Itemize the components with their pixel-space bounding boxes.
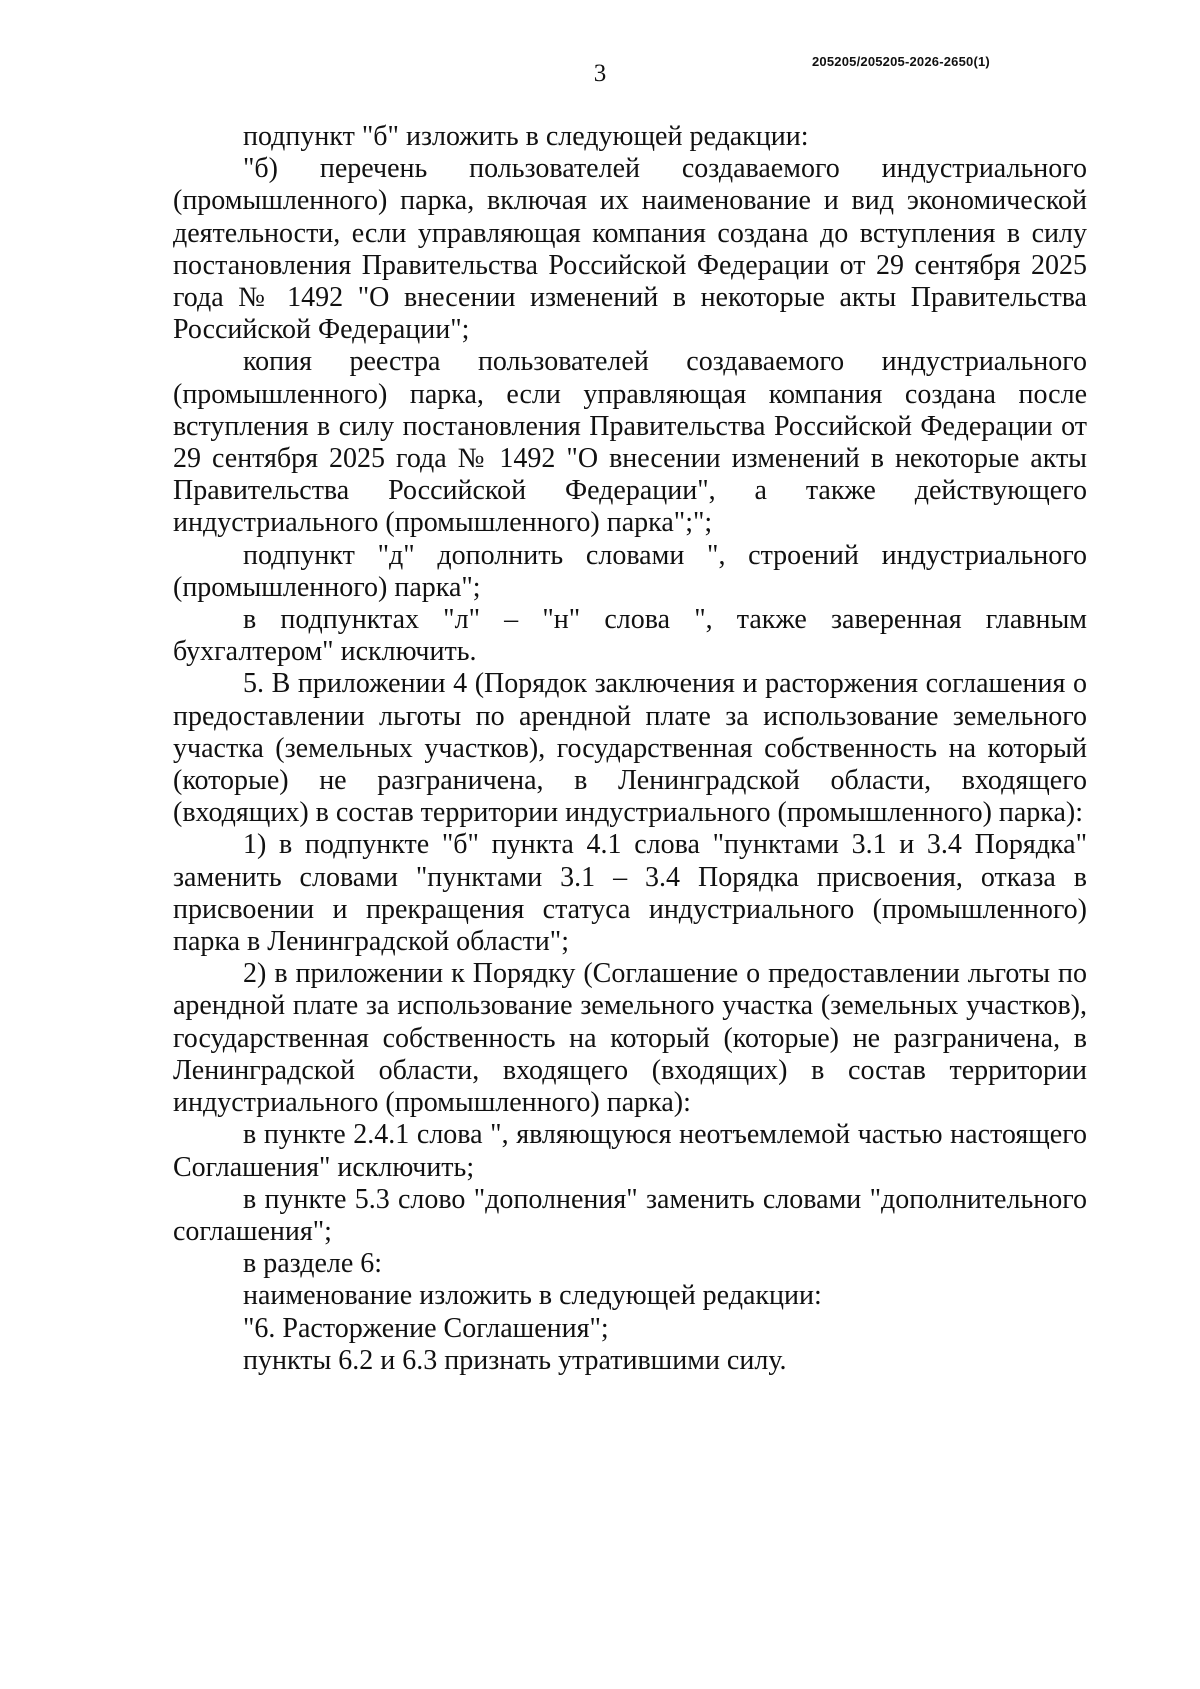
paragraph-subitem-d: подпункт "д" дополнить словами ", строений индустриального (промышленного) парка"; (173, 539, 1087, 603)
paragraph-section-6-title: "6. Расторжение Соглашения"; (243, 1312, 609, 1344)
paragraph-registry-copy: копия реестра пользователей создаваемого индустриального (промышленного) парка, если управляющая компания создана после вступления в силу постановления Правительства Российской Федерации от 29 сентября 2025 года № 1492 "О внесении изменений в некоторые акты Правительства Российской Федерации", а также действующего индустриального (промышленного) парка";"; (173, 346, 1087, 539)
document-body (173, 121, 1087, 1377)
page-number: 3 (593, 60, 607, 87)
paragraph-subitem-b-text: "б) перечень пользователей создаваемого индустриального (промышленного) парка, включая их наименование и вид экономической деятельности, если управляющая компания создана до вступления в силу постановления Правительства Российской Федерации от 29 сентября 2025 года № 1492 "О внесении изменений в некоторые акты Правительства Российской Федерации"; (173, 153, 1087, 346)
document-id: 205205/205205-2026-2650(1) (812, 54, 990, 69)
paragraph-clause-2-4-1: в пункте 2.4.1 слова ", являющуюся неотъемлемой частью настоящего Соглашения" исключить; (173, 1119, 1087, 1183)
paragraph-item-5-1: 1) в подпункте "б" пункта 4.1 слова "пунктами 3.1 и 3.4 Порядка" заменить словами "пунктами 3.1 – 3.4 Порядка присвоения, отказа в присвоении и прекращения статуса индустриального (промышленного) парка в Ленинградской области"; (173, 829, 1087, 958)
paragraph-item-5-2: 2) в приложении к Порядку (Соглашение о предоставлении льготы по арендной плате за использование земельного участка (земельных участков), государственная собственность на который (которые) не разграничена, в Ленинградской области, входящего (входящих) в состав территории индустриального (промышленного) парка): (173, 958, 1087, 1119)
paragraph-clauses-6-2-6-3: пункты 6.2 и 6.3 признать утратившими силу. (243, 1344, 787, 1376)
paragraph-subitems-l-n: в подпунктах "л" – "н" слова ", также заверенная главным бухгалтером" исключить. (173, 604, 1087, 668)
paragraph-clause-5-3: в пункте 5.3 слово "дополнения" заменить словами "дополнительного соглашения"; (173, 1183, 1087, 1247)
paragraph-section-6-title-intro: наименование изложить в следующей редакции: (243, 1280, 822, 1312)
paragraph-subitem-b-intro: подпункт "б" изложить в следующей редакции: (243, 121, 809, 152)
paragraph-section-6: в разделе 6: (243, 1248, 383, 1280)
paragraph-item-5: 5. В приложении 4 (Порядок заключения и расторжения соглашения о предоставлении льготы по арендной плате за использование земельного участка (земельных участков), государственная собственность на который (которые) не разграничена, в Ленинградской области, входящего (входящих) в состав территории индустриального (промышленного) парка): (173, 668, 1087, 829)
